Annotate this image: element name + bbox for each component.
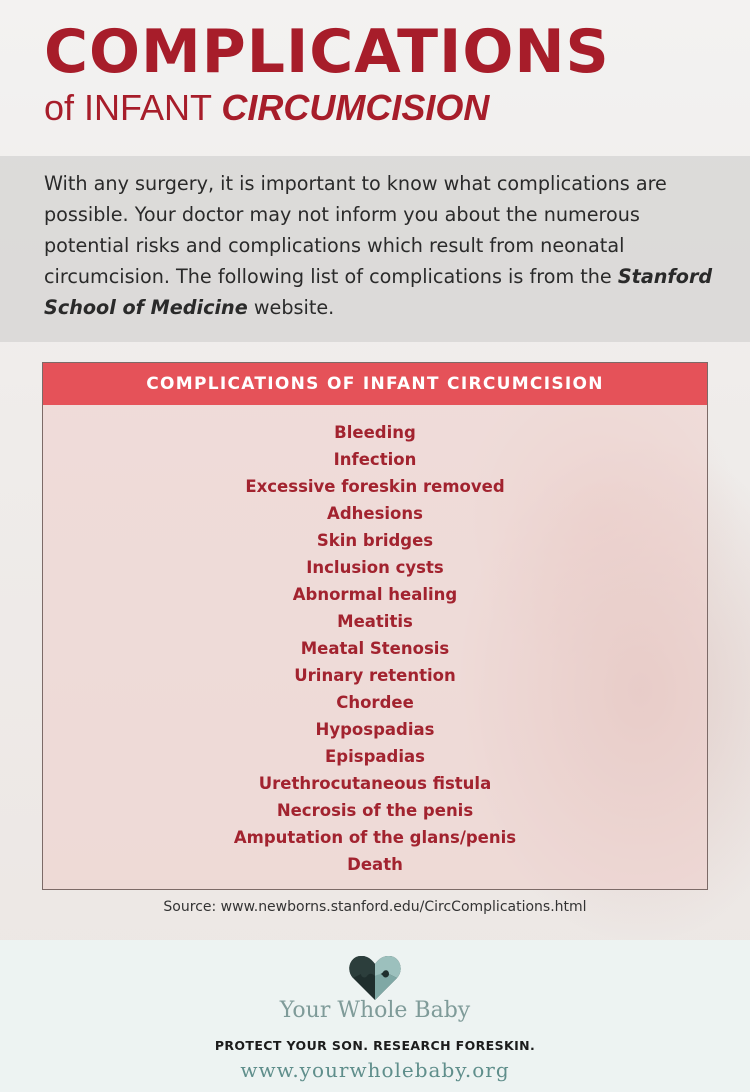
intro-source-name: Stanford School of Medicine [44,265,713,319]
list-item: Adhesions [327,504,423,523]
source-citation: Source: www.newborns.stanford.edu/CircComplications.html [163,899,587,915]
list-item: Excessive foreskin removed [245,477,505,496]
list-item: Urinary retention [294,666,456,685]
intro-text: With any surgery, it is important to know what complications are possible. Your doctor may not inform you about the numerous potential risks and complications which result from neonatal circumcision. The following list of complications is from the [44,172,667,288]
subtitle-lead: of INFANT [44,87,222,128]
intro-paragraph [44,168,724,323]
complications-table [42,362,708,890]
intro-text-end: website. [247,296,335,319]
tagline: PROTECT YOUR SON. RESEARCH FORESKIN. [214,1038,536,1053]
list-item: Urethrocutaneous fistula [258,774,492,793]
website-link[interactable]: www.yourwholebaby.org [240,1058,510,1082]
table-header-label: COMPLICATIONS OF INFANT CIRCUMCISION [146,374,604,394]
page-subtitle [44,86,489,130]
page-title: COMPLICATIONS [44,17,610,87]
puzzle-heart-icon [347,952,403,1002]
list-item: Hypospadias [315,720,435,739]
list-item: Chordee [336,693,414,712]
list-item: Skin bridges [316,531,434,550]
list-item: Abnormal healing [292,585,458,604]
table-header [43,363,707,405]
list-item: Epispadias [325,747,425,766]
list-item: Bleeding [334,423,416,442]
list-item: Death [347,855,403,874]
list-item: Amputation of the glans/penis [233,828,517,847]
list-item: Necrosis of the penis [276,801,474,820]
subtitle-emphasis: CIRCUMCISION [221,87,490,128]
list-item: Inclusion cysts [306,558,444,577]
list-item: Infection [333,450,417,469]
footer [0,940,750,1092]
list-item: Meatal Stenosis [300,639,450,658]
brand-name: Your Whole Baby [279,998,471,1023]
complications-list [43,419,707,878]
list-item: Meatitis [337,612,413,631]
